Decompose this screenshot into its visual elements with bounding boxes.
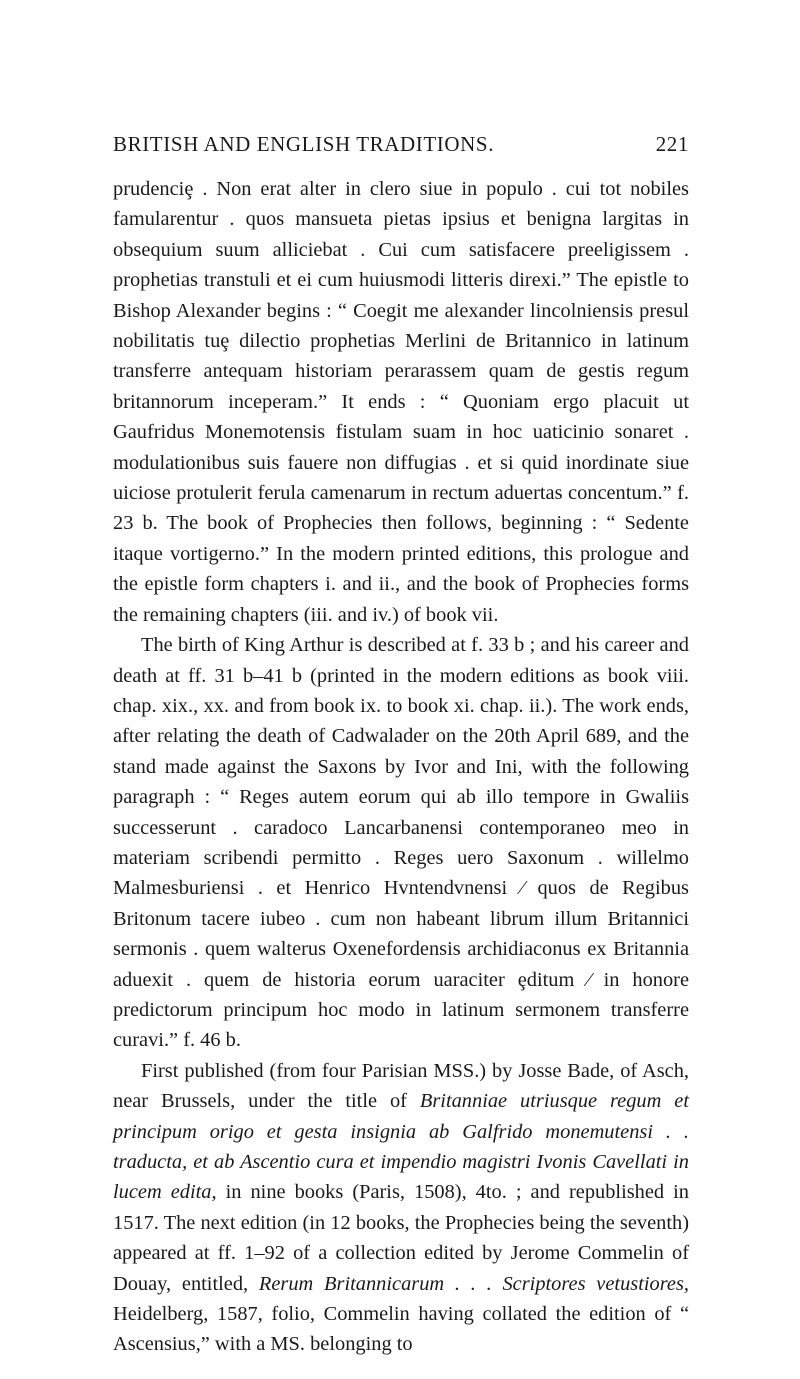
paragraph-first-published <box>113 1056 689 1360</box>
text-run: First published (from four Parisian MSS.) by Josse Bade, of Asch, near Brussels, under the title of <box>113 1059 689 1113</box>
text-run: Heidelberg, 1587, folio, Commelin having collated the edition of “ Ascensius,” with a MS. belonging to <box>113 1303 689 1356</box>
paragraph-continuation <box>113 174 689 630</box>
paragraph-king-arthur <box>113 630 689 1056</box>
italic-title: Britanniae utriusque regum et principum origo et gesta insignia ab Galfrido monemutensi . . traducta, et ab Ascentio cura et impendio magistri Ivonis Cavellati in lucem edita, <box>113 1090 689 1204</box>
running-title: BRITISH AND ENGLISH TRADITIONS. <box>113 132 495 156</box>
italic-title: Rerum Britannicarum . . . Scriptores vetustiores, <box>258 1272 689 1295</box>
body-text <box>113 174 689 1360</box>
running-head <box>113 129 689 159</box>
text-run: prudenciȩ . Non erat alter in clero siue in populo . cui tot nobiles famularentur . quos mansueta pietas ipsius et benigna largitas in obsequium suum alliciebat . Cui cum satisfacere preeligissem . prophetias transtuli et ei cum huiusmodi litteris direxi.” The epistle to Bishop Alexander begins : “ Coegit me alexander lincolniensis presul nobilitatis tuȩ dilectio prophetias Merlini de Britannico in latinum transferre antequam historiam perarassem quam de gestis regum britannorum inceperam.” It ends : “ Quoniam ergo placuit ut Gaufridus Monemotensis fistulam suam in hoc uaticinio sonaret . modulationibus suis fauere non diffugias . et si quid inordinate siue uiciose protulerit ferula camenarum in rectum aduertas concentum.” f. 23 b. The book of Prophecies then follows, beginning : “ Sedente itaque vortigerno.” In the modern printed editions, this prologue and the epistle form chapters i. and ii., and the book of Prophecies forms the remaining chapters (iii. and iv.) of book vii. <box>113 178 689 626</box>
text-run: in nine books (Paris, 1508), 4to. ; and republished in 1517. The next edition (in 12 books, the Prophecies being the seventh) appeared at ff. 1–92 of a collection edited by Jerome Commelin of Douay, entitled, <box>113 1181 689 1295</box>
text-run: The birth of King Arthur is described at f. 33 b ; and his career and death at ff. 31 b–41 b (printed in the modern editions as book viii. chap. xix., xx. and from book ix. to book xi. chap. ii.). The work ends, after relating the death of Cadwalader on the 20th April 689, and the stand made against the Saxons by Ivor and Ini, with the following paragraph : “ Reges autem eorum qui ab illo tempore in Gwaliis successerunt . caradoco Lancarbanensi contemporaneo meo in materiam scribendi permitto . Reges uero Saxonum . willelmo Malmesburiensi . et Henrico Hvntendvnensi ⁄ quos de Regibus Britonum tacere iubeo . cum non habeant librum illum Britannici sermonis . quem walterus Oxenefordensis archidiaconus ex Britannia aduexit . quem de historia eorum uaraciter ȩditum ⁄ in honore predictorum principum hoc modo in latinum sermonem transferre curavi.” f. 46 b. <box>113 634 689 1052</box>
page-number: 221 <box>655 132 689 156</box>
